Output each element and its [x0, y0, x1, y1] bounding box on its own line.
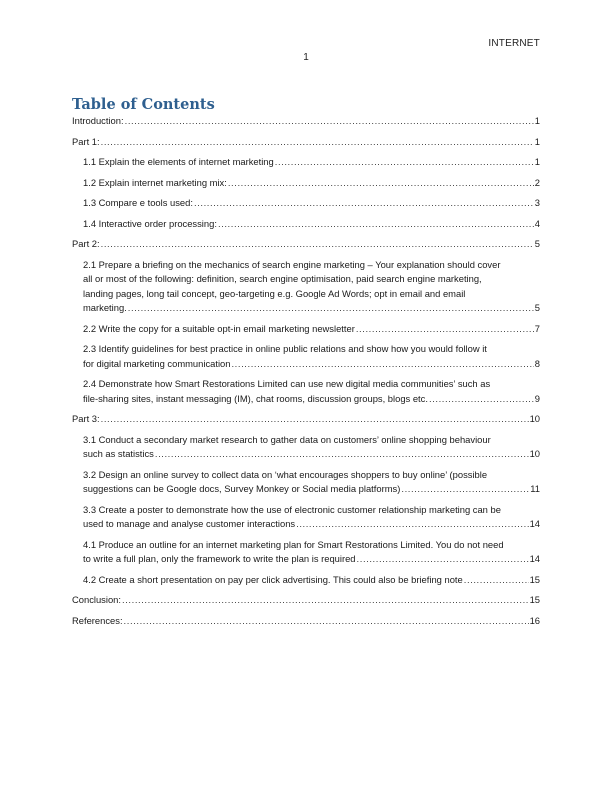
dot-leader [275, 155, 534, 170]
toc-entry-leader-line [83, 517, 540, 532]
toc-entry-text: Part 3: [72, 413, 100, 424]
toc-entry[interactable] [72, 342, 540, 371]
toc-entry-line: 3.1 Conduct a secondary market research to gather data on customers’ online shopping behaviour [83, 433, 491, 445]
toc-entry-page-number: 3 [534, 197, 540, 208]
toc-entry-line: 3.3 Create a poster to demonstrate how the use of electronic customer relationship marketing can be [83, 503, 501, 515]
toc-entry-text: such as statistics [83, 448, 154, 459]
toc-entry[interactable] [72, 258, 540, 316]
toc-entry-leader-line [83, 357, 540, 372]
toc-entry-line: 4.1 Produce an outline for an internet marketing plan for Smart Restorations Limited. You do not need [83, 538, 504, 550]
toc-entry-text: marketing. [83, 302, 127, 313]
toc-entry-page-number: 10 [529, 448, 540, 459]
toc-entry[interactable] [72, 573, 540, 588]
toc-entry-page-number: 10 [529, 413, 540, 424]
dot-leader [128, 301, 534, 316]
page-number: 1 [303, 52, 309, 63]
toc-entry-page-number: 2 [534, 176, 540, 188]
toc-entry[interactable] [72, 433, 540, 462]
dot-leader [101, 135, 534, 150]
toc-entry[interactable] [72, 217, 540, 232]
toc-entry-page-number: 4 [534, 217, 540, 229]
toc-entry[interactable] [72, 538, 540, 567]
toc-entry[interactable] [72, 322, 540, 337]
dot-leader [228, 176, 534, 191]
toc-entry-leader-line [83, 552, 540, 567]
toc-entry-page-number: 15 [529, 594, 540, 605]
dot-leader [357, 552, 529, 567]
table-of-contents [72, 114, 540, 634]
running-header: INTERNET [488, 38, 540, 49]
dot-leader [464, 573, 529, 588]
toc-entry-leader-line [83, 301, 540, 316]
dot-leader [101, 412, 529, 427]
toc-entry[interactable] [72, 614, 540, 629]
toc-entry-line: 2.4 Demonstrate how Smart Restorations Limited can use new digital media communities’ such as [83, 378, 491, 389]
toc-entry-page-number: 1 [534, 135, 540, 147]
toc-entry-leader-line [72, 593, 540, 608]
toc-entry-text: 1.2 Explain internet marketing mix: [83, 176, 227, 188]
toc-entry-leader-line [83, 196, 540, 211]
toc-entry-page-number: 8 [534, 357, 540, 369]
toc-entry[interactable] [72, 237, 540, 252]
dot-leader [231, 357, 533, 372]
toc-entry[interactable] [72, 114, 540, 129]
toc-entry-text: file-sharing sites, instant messaging (IM), chat rooms, discussion groups, blogs etc. [83, 392, 428, 404]
toc-entry-text: used to manage and analyse customer interactions [83, 518, 296, 529]
dot-leader [401, 482, 529, 497]
toc-entry-leader-line [83, 447, 540, 462]
toc-entry-text: Conclusion: [72, 594, 121, 605]
toc-entry-leader-line [72, 412, 540, 427]
toc-entry-text: References: [72, 614, 123, 626]
dot-leader [218, 217, 534, 232]
toc-entry-leader-line [72, 237, 540, 252]
toc-entry[interactable] [72, 135, 540, 150]
toc-entry-leader-line [72, 135, 540, 150]
toc-entry-leader-line [83, 392, 540, 407]
toc-entry-text: 1.4 Interactive order processing: [83, 217, 217, 229]
toc-entry-page-number: 14 [529, 553, 540, 564]
toc-entry-page-number: 1 [534, 115, 540, 126]
toc-entry-page-number: 5 [534, 238, 540, 249]
toc-entry[interactable] [72, 593, 540, 608]
toc-entry-leader-line [83, 573, 540, 588]
toc-entry-leader-line [72, 614, 540, 629]
toc-entry-page-number: 7 [534, 322, 540, 334]
toc-entry-text: for digital marketing communication [83, 357, 231, 369]
toc-entry[interactable] [72, 468, 540, 497]
toc-entry-page-number: 16 [529, 614, 540, 626]
toc-entry-line: 2.3 Identify guidelines for best practice in online public relations and show how you would follow it [83, 343, 487, 354]
toc-entry-text: Part 1: [72, 135, 100, 147]
toc-entry-leader-line [72, 114, 540, 129]
dot-leader [125, 114, 534, 129]
dot-leader [155, 447, 529, 462]
dot-leader [296, 517, 528, 532]
toc-entry-page-number: 14 [529, 518, 540, 529]
toc-entry-leader-line [83, 482, 540, 497]
dot-leader [124, 614, 529, 629]
toc-entry-leader-line [83, 217, 540, 232]
dot-leader [429, 392, 534, 407]
toc-entry-leader-line [83, 322, 540, 337]
toc-entry-line: all or most of the following: definition, search engine optimisation, paid search engine marketing, [83, 273, 482, 284]
toc-entry-leader-line [83, 155, 540, 170]
toc-entry[interactable] [72, 155, 540, 170]
toc-entry[interactable] [72, 412, 540, 427]
toc-entry-page-number: 11 [530, 483, 540, 494]
toc-title: Table of Contents [72, 96, 215, 113]
toc-entry-leader-line [83, 176, 540, 191]
toc-entry-page-number: 5 [534, 302, 540, 313]
dot-leader [122, 593, 529, 608]
toc-entry-text: suggestions can be Google docs, Survey Monkey or Social media platforms) [83, 483, 401, 494]
toc-entry-line: 2.1 Prepare a briefing on the mechanics of search engine marketing – Your explanation should cover [83, 258, 501, 270]
toc-entry[interactable] [72, 503, 540, 532]
toc-entry-text: 4.2 Create a short presentation on pay per click advertising. This could also be briefing note [83, 573, 463, 585]
toc-entry[interactable] [72, 377, 540, 406]
toc-entry-text: 2.2 Write the copy for a suitable opt-in email marketing newsletter [83, 322, 355, 334]
toc-entry-text: Part 2: [72, 238, 100, 249]
dot-leader [194, 196, 534, 211]
toc-entry-text: Introduction: [72, 115, 124, 126]
toc-entry[interactable] [72, 196, 540, 211]
dot-leader [101, 237, 534, 252]
toc-entry-text: 1.3 Compare e tools used: [83, 197, 193, 208]
toc-entry-page-number: 9 [534, 392, 540, 404]
dot-leader [356, 322, 534, 337]
toc-entry-page-number: 15 [529, 573, 540, 585]
toc-entry-text: 1.1 Explain the elements of internet marketing [83, 156, 274, 167]
toc-entry-text: to write a full plan, only the framework to write the plan is required [83, 553, 356, 564]
toc-entry[interactable] [72, 176, 540, 191]
toc-entry-line: landing pages, long tail concept, geo-targeting e.g. Google Ad Words; opt in email and email [83, 287, 466, 299]
toc-entry-page-number: 1 [534, 156, 540, 167]
toc-entry-line: 3.2 Design an online survey to collect data on ‘what encourages shoppers to buy online’ (possible [83, 468, 488, 480]
